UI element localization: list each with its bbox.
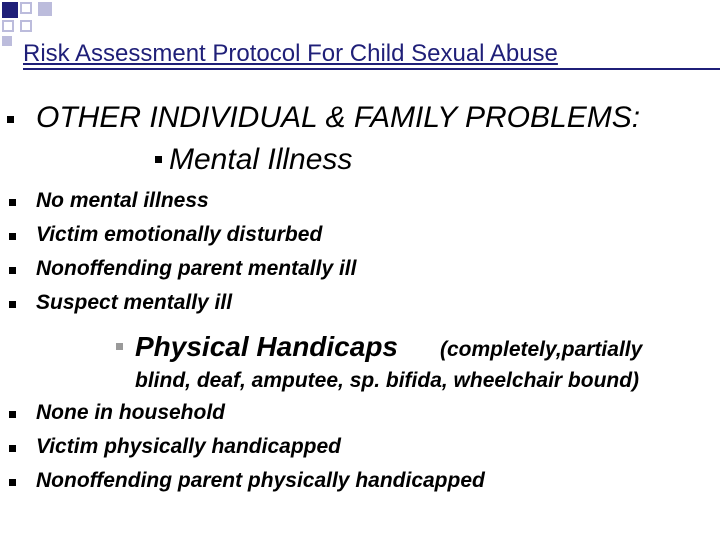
- list-item: Suspect mentally ill: [36, 291, 233, 314]
- section-heading: OTHER INDIVIDUAL & FAMILY PROBLEMS:: [36, 101, 641, 134]
- decor-square-outline-1: [20, 2, 32, 14]
- list-item: No mental illness: [36, 189, 209, 212]
- list-item: Victim physically handicapped: [36, 435, 341, 458]
- list-item: Victim emotionally disturbed: [36, 223, 323, 246]
- subheading-note-line2: blind, deaf, amputee, sp. bifida, wheelchair bound): [135, 369, 640, 392]
- subheading-physical-handicaps: Physical Handicaps: [135, 331, 399, 362]
- slide-title: Risk Assessment Protocol For Child Sexual Abuse: [23, 40, 558, 67]
- decor-square-light-2: [2, 36, 12, 46]
- subheading-mental-illness: Mental Illness: [169, 143, 353, 176]
- bullet-icon: [9, 199, 16, 206]
- bullet-icon: [9, 479, 16, 486]
- bullet-icon: [9, 233, 16, 240]
- bullet-icon: [155, 156, 162, 163]
- title-underline: [23, 68, 720, 70]
- bullet-icon: [9, 301, 16, 308]
- decor-square-outline-2: [2, 20, 14, 32]
- bullet-icon: [7, 116, 14, 123]
- decor-square-outline-3: [20, 20, 32, 32]
- list-item: Nonoffending parent mentally ill: [36, 257, 357, 280]
- subheading-note-line1: (completely,partially: [440, 338, 643, 361]
- bullet-icon: [9, 267, 16, 274]
- bullet-icon: [9, 445, 16, 452]
- list-item: Nonoffending parent physically handicapped: [36, 469, 485, 492]
- list-item: None in household: [36, 401, 225, 424]
- bullet-icon: [9, 411, 16, 418]
- decor-square-light: [38, 2, 52, 16]
- decor-square-dark: [2, 2, 18, 18]
- bullet-icon: [116, 343, 123, 350]
